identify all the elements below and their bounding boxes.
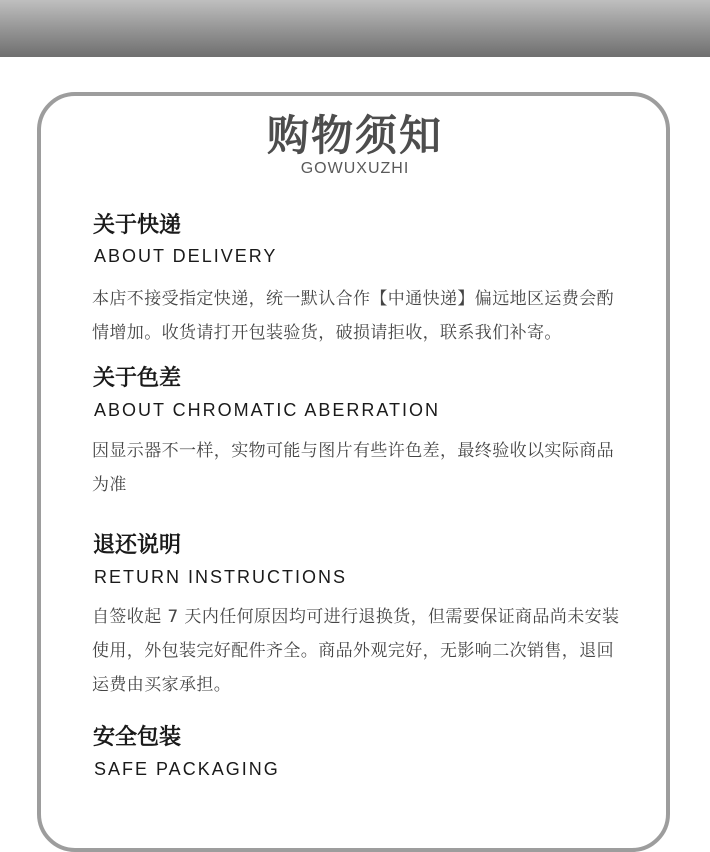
- section-subtitle-chromatic: ABOUT CHROMATIC ABERRATION: [94, 400, 441, 420]
- section-title-delivery: 关于快递: [93, 213, 182, 238]
- section-subtitle-return: RETURN INSTRUCTIONS: [94, 567, 347, 587]
- section-subtitle-delivery: ABOUT DELIVERY: [94, 246, 278, 266]
- section-body-chromatic: 因显示器不一样，实物可能与图片有些许色差，最终验收以实际商品为准: [92, 441, 614, 495]
- top-gradient-band: [0, 0, 710, 57]
- section-body-delivery: 本店不接受指定快递，统一默认合作【中通快递】偏远地区运费会酌情增加。收货请打开包装验货，破损请拒收，联系我们补寄。: [92, 289, 614, 343]
- section-body-return: 自签收起 7 天内任何原因均可进行退换货，但需要保证商品尚未安装使用，外包装完好配件齐全。商品外观完好，无影响二次销售，退回运费由买家承担。: [92, 607, 620, 695]
- section-subtitle-packaging: SAFE PACKAGING: [94, 759, 280, 779]
- section-title-packaging: 安全包装: [93, 725, 182, 750]
- section-title-return: 退还说明: [93, 533, 182, 558]
- page-subtitle: GOWUXUZHI: [300, 160, 410, 177]
- page-title: 购物须知: [266, 111, 443, 160]
- section-title-chromatic: 关于色差: [93, 366, 182, 391]
